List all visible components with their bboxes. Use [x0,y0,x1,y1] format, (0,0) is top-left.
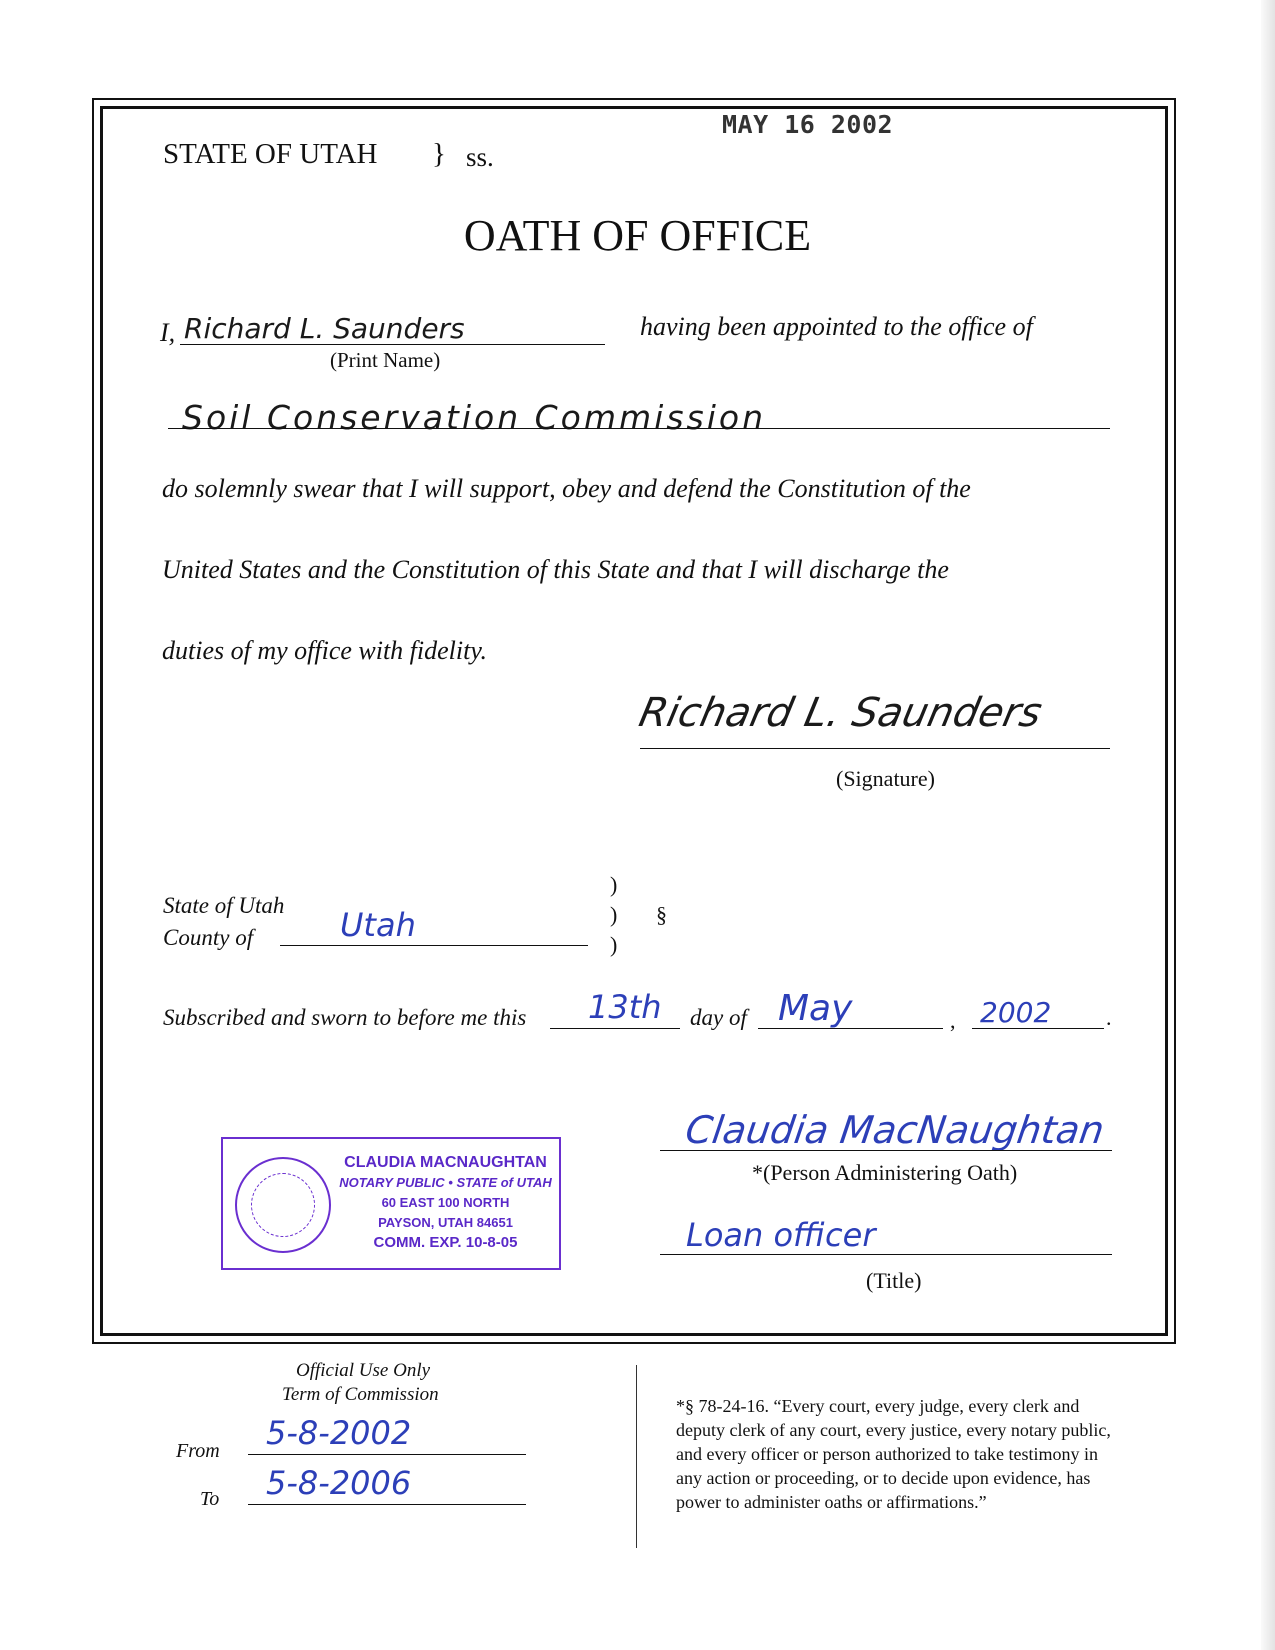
oath-body-line-1: do solemnly swear that I will support, obey and defend the Constitution of the [162,474,971,503]
statute-footnote [676,1394,1111,1514]
handwritten-month: May [778,988,853,1029]
to-underline [248,1504,526,1505]
venue-paren-3: ) [610,932,618,957]
handwritten-year: 2002 [980,996,1052,1029]
footnote-line-5: power to administer oaths or affirmations.” [676,1492,987,1512]
oath-body-line-3: duties of my office with fidelity. [162,636,487,665]
notary-commission-line: NOTARY PUBLIC • STATE of UTAH [339,1175,552,1190]
footnote-line-2: deputy clerk of any court, every justice, every notary public, [676,1420,1111,1440]
footnote-line-4: any action or proceeding, or to decide upon evidence, has [676,1468,1091,1488]
notary-stamp [221,1137,561,1270]
venue-county-label: County of [163,925,254,950]
from-underline [248,1454,526,1455]
handwritten-administrator-signature: Claudia MacNaughtan [682,1108,1107,1152]
day-underline [550,1028,680,1029]
handwritten-from-date: 5-8-2002 [266,1414,412,1452]
official-use-heading: Official Use Only [296,1360,431,1381]
signature-label: (Signature) [836,766,935,791]
handwritten-signature: Richard L. Saunders [635,690,1046,736]
notary-expiration: COMM. EXP. 10-8-05 [373,1234,518,1251]
notary-address-line: 60 EAST 100 NORTH [381,1195,510,1210]
handwritten-office: Soil Conservation Commission [182,398,766,437]
notary-name: CLAUDIA MACNAUGHTAN [344,1154,547,1171]
jurat-period: . [1106,1005,1112,1030]
county-underline [280,945,588,946]
signature-underline [640,748,1110,749]
month-underline [758,1028,943,1029]
title-label: (Title) [866,1268,922,1293]
to-label: To [200,1488,220,1510]
document-title: OATH OF OFFICE [463,211,812,260]
administrator-underline [660,1150,1112,1151]
oath-body-line-2: United States and the Constitution of this State and that I will discharge the [162,555,949,584]
year-underline [972,1028,1104,1029]
administrator-label: *(Person Administering Oath) [752,1160,1018,1185]
appointed-text: having been appointed to the office of [640,312,1033,341]
print-name-label: (Print Name) [330,348,441,372]
handwritten-day: 13th [588,988,662,1026]
received-date-stamp: MAY 16 2002 [722,110,894,139]
day-of-text: day of [690,1005,747,1030]
section-symbol: § [656,902,667,927]
venue-state-label: State of Utah [163,893,285,918]
state-seal-icon [235,1157,331,1253]
ss-label: ss. [466,142,494,172]
footer-divider [636,1365,637,1548]
handwritten-administrator-title: Loan officer [686,1216,876,1254]
handwritten-to-date: 5-8-2006 [266,1464,412,1502]
brace: } [432,138,446,170]
notary-city-line: PAYSON, UTAH 84651 [378,1215,513,1230]
handwritten-name: Richard L. Saunders [184,312,465,345]
office-underline [168,428,1110,429]
from-label: From [176,1440,220,1462]
footnote-line-3: and every officer or person authorized to take testimony in [676,1444,1099,1464]
term-of-commission-heading: Term of Commission [282,1384,439,1405]
jurat-comma: , [950,1008,956,1033]
title-underline [660,1254,1112,1255]
venue-paren-1: ) [610,872,618,897]
venue-paren-2: ) [610,902,618,927]
footnote-line-1: *§ 78-24-16. “Every court, every judge, every clerk and [676,1396,1080,1416]
handwritten-county: Utah [340,906,416,944]
subscribed-text: Subscribed and sworn to before me this [163,1005,527,1030]
name-underline [180,344,605,345]
state-line: STATE OF UTAH [163,138,378,170]
oath-prefix: I, [160,318,176,347]
